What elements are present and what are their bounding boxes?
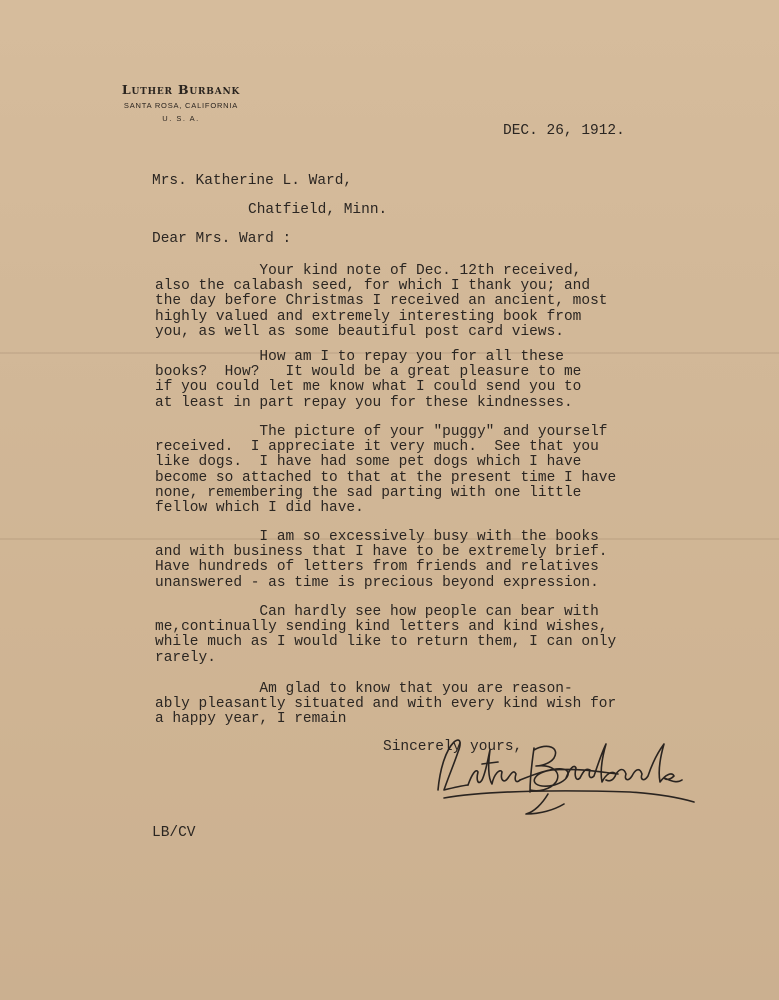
letterhead-country: U. S. A. [162, 114, 200, 123]
letterhead [96, 82, 266, 123]
paragraph-6: Am glad to know that you are reason- ably pleasantly situated and with every kind wish for a happy year, I remain [155, 681, 617, 728]
paragraph-1: Your kind note of Dec. 12th received, also the calabash seed, for which I thank you; and the day before Christmas I received an ancient, most highly valued and extremely interesting book from you, as well as some beautiful post card views. [155, 263, 608, 340]
salutation: Dear Mrs. Ward : [152, 231, 292, 247]
paragraph-2: How am I to repay you for all these books? How? It would be a great pleasure to me if you could let me know what I could send you to at least in part repay you for these kindnesses. [155, 349, 582, 411]
recipient-name: Mrs. Katherine L. Ward, [152, 173, 353, 189]
paragraph-4: I am so excessively busy with the books and with business that I have to be extremely brief. Have hundreds of letters from friends and relatives unanswered - as time is precious beyond expression. [155, 529, 608, 591]
closing: Sincerely yours, [383, 739, 523, 755]
letter-date: DEC. 26, 1912. [503, 123, 625, 139]
typist-initials: LB/CV [152, 825, 196, 841]
letterhead-name: Luther Burbank [121, 82, 241, 97]
recipient-address: Chatfield, Minn. [248, 202, 388, 218]
handwritten-signature [430, 728, 705, 820]
paragraph-3: The picture of your "puggy" and yourself received. I appreciate it very much. See that you like dogs. I have had some pet dogs which I have become so attached to that at the present time I have none, remembering the sad parting with one little fellow which I did have. [155, 424, 617, 517]
paragraph-5: Can hardly see how people can bear with me,continually sending kind letters and kind wishes, while much as I would like to return them, I can only rarely. [155, 604, 617, 666]
letterhead-location: SANTA ROSA, CALIFORNIA [123, 101, 239, 110]
